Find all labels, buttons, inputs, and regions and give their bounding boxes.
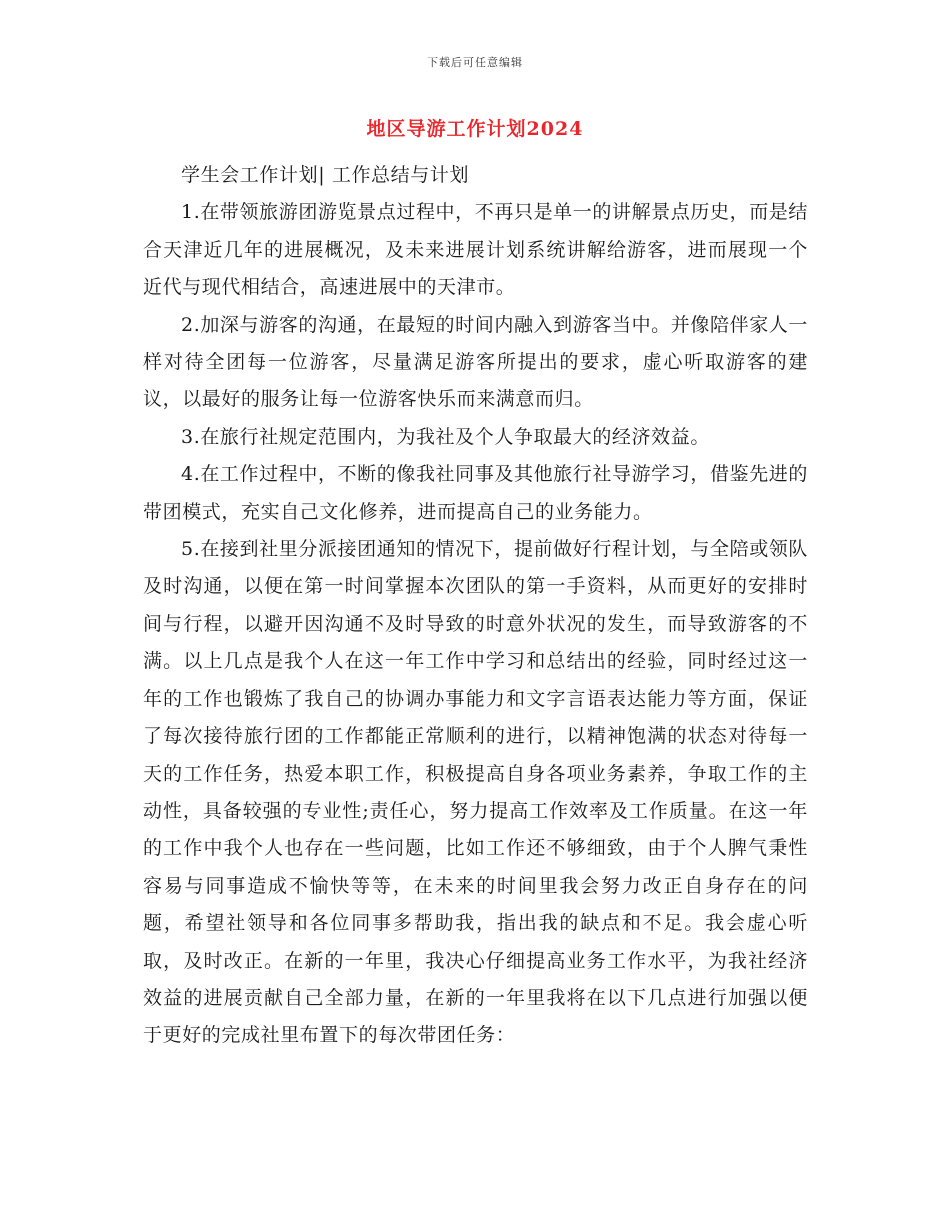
paragraph-item-4: 4.在工作过程中，不断的像我社同事及其他旅行社导游学习，借鉴先进的带团模式，充实自己文化修养，进而提高自己的业务能力。 [143, 463, 808, 523]
paragraph-item-2: 2.加深与游客的沟通，在最短的时间内融入到游客当中。并像陪伴家人一样对待全团每一位游客，尽量满足游客所提出的要求，虚心听取游客的建议，以最好的服务让每一位游客快乐而来满意而归。 [143, 313, 808, 411]
document-body [143, 157, 808, 1055]
paragraph-item-5: 5.在接到社里分派接团通知的情况下，提前做好行程计划，与全陪或领队及时沟通，以便在第一时间掌握本次团队的第一手资料，从而更好的安排时间与行程，以避开因沟通不及时导致的时意外状况的发生，而导致游客的不满。以上几点是我个人在这一年工作中学习和总结出的经验，同时经过这一年的工作也锻炼了我自己的协调办事能力和文字言语表达能力等方面，保证了每次接待旅行团的工作都能正常顺利的进行，以精神饱满的状态对待每一天的工作任务，热爱本职工作，积极提高自身各项业务素养，争取工作的主动性，具备较强的专业性;责任心，努力提高工作效率及工作质量。在这一年的工作中我个人也存在一些问题，比如工作还不够细致，由于个人脾气秉性容易与同事造成不愉快等等，在未来的时间里我会努力改正自身存在的问题，希望社领导和各位同事多帮助我，指出我的缺点和不足。我会虚心听取，及时改正。在新的一年里，我决心仔细提高业务工作水平，为我社经济效益的进展贡献自己全部力量，在新的一年里我将在以下几点进行加强以便于更好的完成社里布置下的每次带团任务： [143, 538, 808, 1047]
document-title: 地区导游工作计划2024 [366, 118, 584, 140]
header-note: 下载后可任意编辑 [427, 56, 523, 69]
paragraph-item-3: 3.在旅行社规定范围内，为我社及个人争取最大的经济效益。 [181, 425, 710, 448]
paragraph-subtitle: 学生会工作计划| 工作总结与计划 [181, 164, 470, 186]
paragraph-item-1: 1.在带领旅游团游览景点过程中，不再只是单一的讲解景点历史，而是结合天津近几年的进展概况，及未来进展计划系统讲解给游客，进而展现一个近代与现代相结合，高速进展中的天津市。 [143, 201, 808, 299]
